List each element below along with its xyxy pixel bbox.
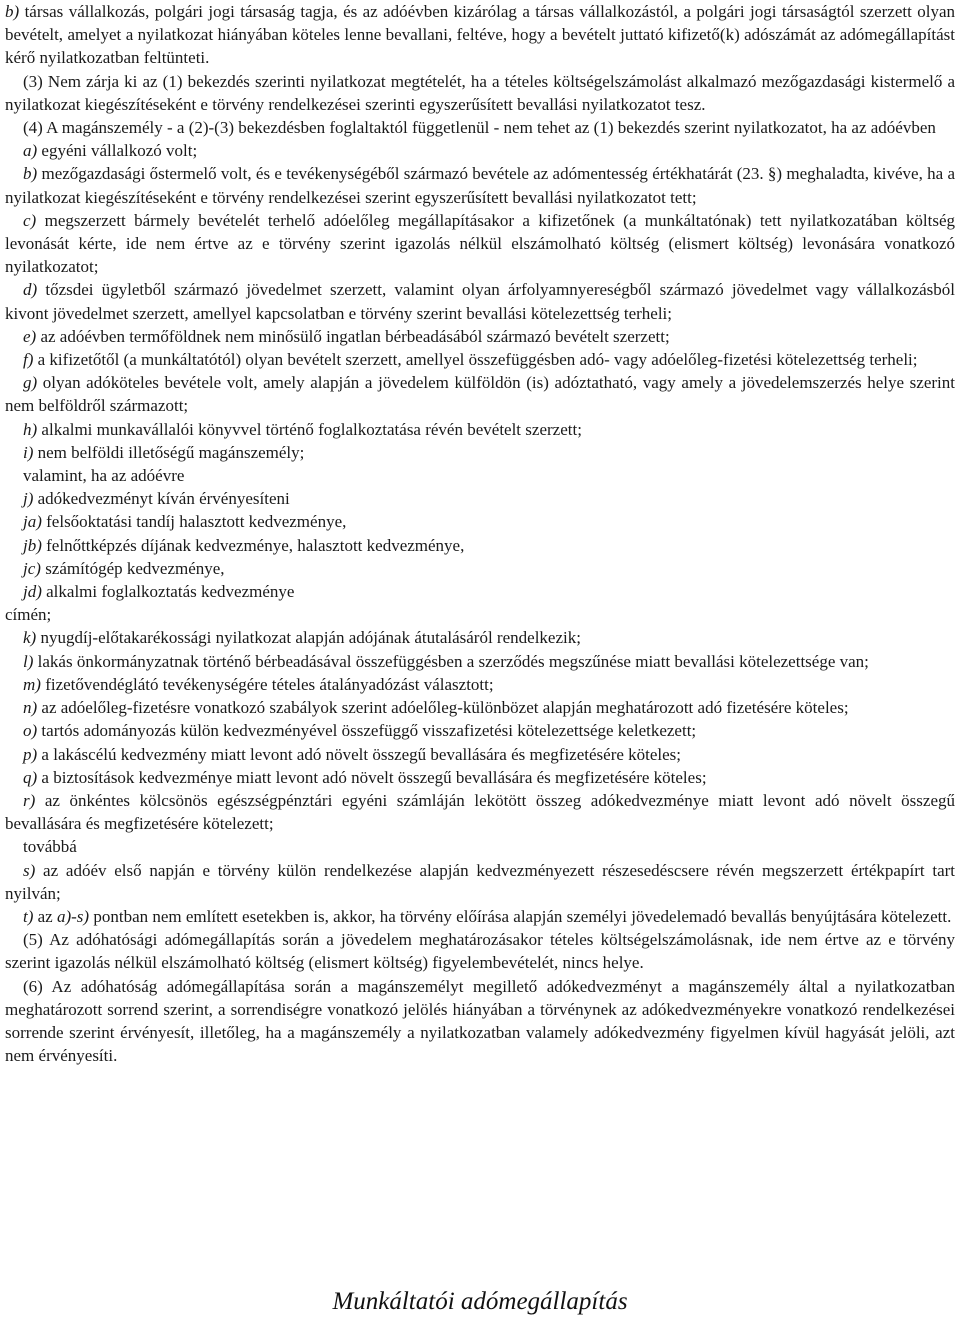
clause-mark: k) xyxy=(23,628,37,648)
clause-mark: l) xyxy=(23,651,34,671)
clause-text: nem belföldi illetőségű magánszemély; xyxy=(37,442,305,462)
clause-item-3 xyxy=(5,278,955,324)
clause-mark: d) xyxy=(23,280,38,300)
clause-mark: o) xyxy=(23,721,38,741)
clause-text: alkalmi munkavállalói könyvvel történő foglalkoztatása révén bevételt szerzett; xyxy=(41,419,582,439)
clause-mark: h) xyxy=(23,419,38,439)
clause-mark: jd) xyxy=(23,582,42,602)
clause-text: tartós adományozás külön kedvezményével összefüggő visszafizetési kötelezettsége keletkezett; xyxy=(41,721,697,741)
clause-item-3 xyxy=(5,696,955,719)
clause-mark: b) xyxy=(23,164,38,184)
paragraph-6: (6) Az adóhatóság adómegállapítása során a magánszemélyt megillető adókedvezményt a magánszemély által a nyilatkozatban meghatározott sorrend szerint, a sorrendiségre vonatkozó jelölés hiányában a törvénynek az adókedvezményekre vonatkozó rendelkezései sorrende szerint érvényesít, illetőleg, ha a magánszemély a nyilatkozatban valamely adókedvezmény figyelmen kívül hagyását jelöli, azt nem érvényesíti. xyxy=(5,976,955,1066)
clause-mark: b) xyxy=(5,2,20,21)
clause-text: fizetővendéglátó tevékenységére tételes átalányadózást választott; xyxy=(45,674,494,694)
clause-text: számítógép kedvezménye, xyxy=(45,558,225,578)
clause-mark: m) xyxy=(23,674,41,694)
valamint-line: valamint, ha az adóévre xyxy=(23,466,185,486)
clause-text: az önkéntes kölcsönös egészségpénztári egyéni számláján lekötött összeg adókedvezménye miatt levont adó növelt összegű bevallására és megfizetésére kötelezett; xyxy=(5,790,955,834)
clause-text: felsőoktatási tandíj halasztott kedvezménye, xyxy=(46,512,347,532)
clause-mark: e) xyxy=(23,326,37,346)
clause-item-0 xyxy=(5,626,955,649)
clause-item-1 xyxy=(5,162,955,208)
clause-item-6 xyxy=(5,766,955,789)
clause-mark: g) xyxy=(23,373,38,393)
clause-text: az adóév első napján e törvény külön rendelkezése alapján kedvezményezett részesedéscsere révén megszerzett értékpapírt tart nyilván; xyxy=(5,860,955,903)
clause-mark: jc) xyxy=(23,558,41,578)
clause-item-2 xyxy=(5,209,955,279)
clause-text: a kifizetőtől (a munkáltatótól) olyan bevételt szerzett, amellyel összefüggésben adó- vagy adóelőleg-fizetési kötelezettség terheli; xyxy=(37,350,918,370)
clause-mark: p) xyxy=(23,744,38,764)
clause-mark: i) xyxy=(23,442,34,462)
clause-text: egyéni vállalkozó volt; xyxy=(41,141,198,161)
clause-reference: a)-s) xyxy=(56,906,90,926)
clause-item-8 xyxy=(5,441,955,464)
clause-item-4 xyxy=(5,325,955,348)
subclause-item-1 xyxy=(5,534,955,557)
clause-item-0 xyxy=(5,139,955,162)
clause-item-4 xyxy=(5,719,955,742)
clause-t xyxy=(5,905,955,928)
clause-mark: f) xyxy=(23,350,34,370)
clause-text: felnőttképzés díjának kedvezménye, halasztott kedvezménye, xyxy=(46,535,465,555)
clause-text: társas vállalkozás, polgári jogi társaság tagja, és az adóévben kizárólag a társas vállalkozástól, a polgári jogi társaságtól szerzett olyan bevételt, amelyet a nyilatkozat hiányában köteles lenne bevallani, feltéve, hogy a bevételt juttató kifizető(k) adószámát az adómegállapítást kérő nyilatkozatban feltünteti. xyxy=(5,2,956,68)
clause-item-5 xyxy=(5,743,955,766)
clause-item-6 xyxy=(5,371,955,417)
clause-text: mezőgazdasági őstermelő volt, és e tevékenységéből származó bevétele az adómentesség értékhatárát (23. §) meghaladta, kivéve, ha a nyilatkozat kiegészítéseként e törvény rendelkezései szerint egyszerűsített bevallási nyilatkozatot tett; xyxy=(5,164,956,207)
clause-text: az adóelőleg-fizetésre vonatkozó szabályok szerint adóelőleg-különbözet alapján meghatározott adó fizetésére köteles; xyxy=(41,698,849,718)
clause-text: adókedvezményt kíván érvényesíteni xyxy=(37,489,290,509)
clause-text: a lakáscélú kedvezmény miatt levont adó növelt összegű bevallására és megfizetésére köteles; xyxy=(41,744,682,764)
subclause-item-3 xyxy=(5,580,955,603)
clause-mark: c) xyxy=(23,210,37,230)
clause-mark: jb) xyxy=(23,535,42,555)
paragraph-3: (3) Nem zárja ki az (1) bekezdés szerinti nyilatkozat megtételét, ha a tételes költségelszámolást alkalmazó mezőgazdasági kistermelő a nyilatkozat kiegészítéseként e törvény rendelkezései szerinti egyszerűsített bevallási nyilatkozatot tesz. xyxy=(5,71,955,114)
clause-text: lakás önkormányzatnak történő bérbeadásával összefüggésben a szerződés megszűnése miatt bevallási kötelezettsége van; xyxy=(37,651,869,671)
clause-text: nyugdíj-előtakarékossági nyilatkozat alapján adójának átutalásáról rendelkezik; xyxy=(40,628,581,648)
subclause-item-0 xyxy=(5,510,955,533)
clause-b-intro xyxy=(5,0,955,70)
clause-text: olyan adóköteles bevétele volt, amely alapján a jövedelem külföldön (is) adóztatható, vagy amely a jövedelemszerzés helye szerint nem belföldről származott; xyxy=(5,373,955,416)
clause-mark: j) xyxy=(23,489,34,509)
clause-text-before: az xyxy=(37,906,57,926)
paragraph-4-items xyxy=(5,139,955,464)
clause-mark: r) xyxy=(23,790,36,810)
section-heading: Munkáltatói adómegállapítás xyxy=(332,1288,628,1315)
paragraph-4: (4) A magánszemély - a (2)-(3) bekezdésben foglaltaktól függetlenül - nem tehet az (1) bekezdés szerint nyilatkozatot, ha az adóévben xyxy=(23,118,936,138)
clauses-k-to-r xyxy=(5,626,955,835)
clause-text: az adóévben termőföldnek nem minősülő ingatlan bérbeadásából származó bevételt szerzett; xyxy=(40,326,670,346)
clause-text: tőzsdei ügyletből származó jövedelmet szerzett, valamint olyan árfolyamnyereségből származó jövedelmet vagy vállalkozásból kivont jövedelmet szerzett, amellyel kapcsolatban e törvény szerint bevallási kötelezettség terheli; xyxy=(5,280,956,323)
clause-j xyxy=(5,487,955,510)
clause-item-7 xyxy=(5,418,955,441)
clause-item-1 xyxy=(5,650,955,673)
clause-mark: q) xyxy=(23,767,38,787)
clause-text: megszerzett bármely bevételét terhelő adóelőleg megállapításakor a kifizetőnek (a munkáltatónak) tett nyilatkozatában költség levonását kérte, ide nem értve az e törvény szerint igazolás nélkül elszámolható költség (elismert költség) levonására vonatkozó nyilatkozatot; xyxy=(5,210,955,277)
clause-s xyxy=(5,859,955,905)
clause-mark: ja) xyxy=(23,512,42,532)
clause-text: alkalmi foglalkoztatás kedvezménye xyxy=(46,582,295,602)
clause-item-2 xyxy=(5,673,955,696)
clause-mark: s) xyxy=(23,860,36,880)
clause-mark: t) xyxy=(23,906,34,926)
clause-text: a biztosítások kedvezménye miatt levont adó növelt összegű bevallására és megfizetésére köteles; xyxy=(41,767,707,787)
clause-j-subitems xyxy=(5,510,955,603)
subclause-item-2 xyxy=(5,557,955,580)
clause-mark: a) xyxy=(23,141,38,161)
tovabba-line: továbbá xyxy=(23,837,77,857)
clause-item-7 xyxy=(5,789,955,835)
paragraph-5: (5) Az adóhatósági adómegállapítás során a jövedelem meghatározásakor tételes költségelszámolásnak, ide nem értve az e törvény szerint igazolás nélkül elszámolható költség (elismert költség) figyelembevételét, nincs helye. xyxy=(5,930,955,973)
clause-mark: n) xyxy=(23,698,38,718)
clause-item-5 xyxy=(5,348,955,371)
clause-text-after: pontban nem említett esetekben is, akkor, ha törvény előírása alapján személyi jövedelemadó bevallás benyújtására kötelezett. xyxy=(89,906,952,926)
cimen-line: címén; xyxy=(5,605,52,625)
